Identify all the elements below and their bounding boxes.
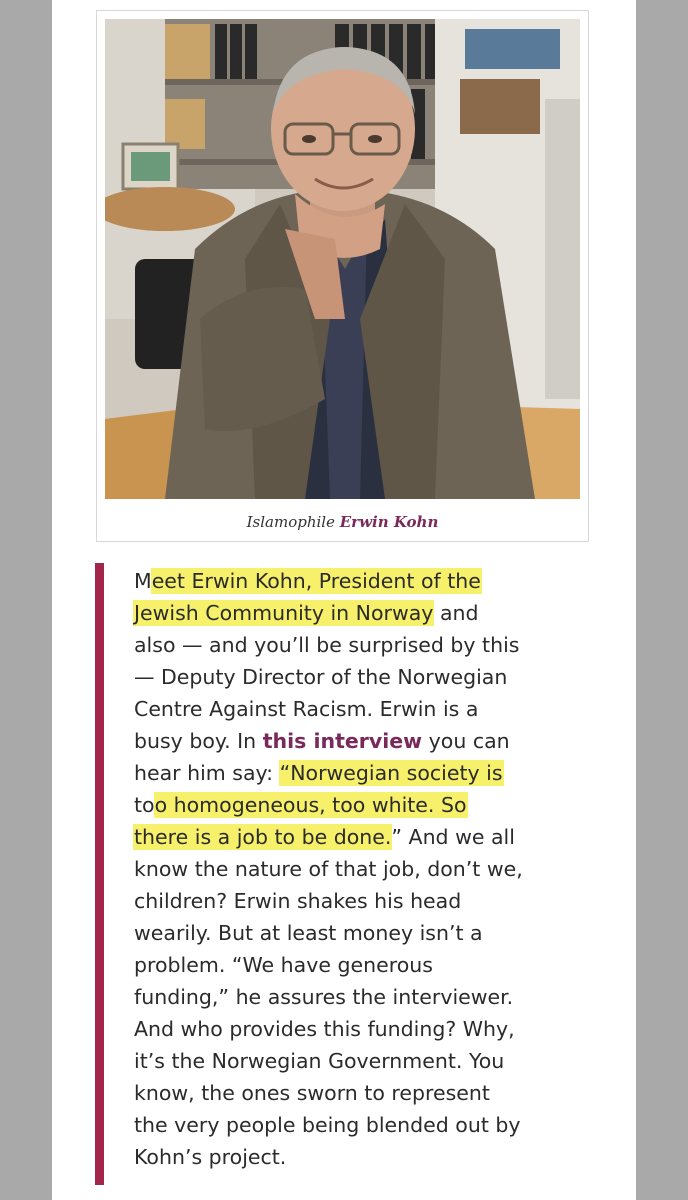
caption-prefix: Islamophile	[246, 513, 340, 531]
article-line	[134, 1077, 574, 1109]
body-text: also — and you’ll be surprised by this	[134, 633, 520, 657]
highlighted-text: Jewish Community in Norway	[134, 601, 434, 625]
body-text: problem. “We have generous	[134, 953, 433, 977]
highlighted-text: there is a job to be done.	[134, 825, 392, 849]
body-text: it’s the Norwegian Government. You	[134, 1049, 505, 1073]
highlighted-text: o homogeneous, too white. So	[154, 793, 467, 817]
body-text: the very people being blended out by	[134, 1113, 521, 1137]
body-text: — Deputy Director of the Norwegian	[134, 665, 508, 689]
body-text: M	[134, 569, 152, 593]
photo-figure	[96, 10, 589, 542]
body-text: you can	[422, 729, 510, 753]
body-text: know the nature of that job, don’t we,	[134, 857, 523, 881]
body-text: ” And we all	[391, 825, 515, 849]
body-text: And who provides this funding? Why,	[134, 1017, 515, 1041]
article-line	[134, 885, 574, 917]
article-line	[134, 821, 574, 853]
article-line	[134, 917, 574, 949]
article-line	[134, 981, 574, 1013]
article-line	[134, 661, 574, 693]
article-line	[134, 853, 574, 885]
highlighted-text: “Norwegian society is	[279, 761, 503, 785]
right-margin-bar	[636, 0, 688, 1200]
article-line	[134, 1045, 574, 1077]
portrait-illustration	[105, 19, 580, 499]
body-text: busy boy. In	[134, 729, 263, 753]
body-text: children? Erwin shakes his head	[134, 889, 462, 913]
article-line	[134, 725, 574, 757]
article-line	[134, 1013, 574, 1045]
caption-name: Erwin Kohn	[339, 513, 439, 531]
body-text: to	[134, 793, 155, 817]
article-line	[134, 693, 574, 725]
article-line	[134, 597, 574, 629]
left-margin-bar	[0, 0, 52, 1200]
body-text: hear him say:	[134, 761, 280, 785]
article-line	[134, 565, 574, 597]
article-line	[134, 789, 574, 821]
portrait-photo	[105, 19, 580, 499]
body-text: Centre Against Racism. Erwin is a	[134, 697, 479, 721]
body-text: funding,” he assures the interviewer.	[134, 985, 514, 1009]
article-line	[134, 629, 574, 661]
blockquote-bar	[95, 563, 104, 1185]
interview-link[interactable]: this interview	[262, 729, 423, 753]
highlighted-text: eet Erwin Kohn, President of the	[151, 569, 481, 593]
body-text: know, the ones sworn to represent	[134, 1081, 490, 1105]
article-content[interactable]	[52, 0, 636, 1200]
photo-caption	[97, 513, 588, 531]
body-text: Kohn’s project.	[134, 1145, 287, 1169]
article-line	[134, 757, 574, 789]
article-line	[134, 949, 574, 981]
article-line	[134, 1109, 574, 1141]
body-text: and	[433, 601, 479, 625]
body-text: wearily. But at least money isn’t a	[134, 921, 483, 945]
article-line	[134, 1141, 574, 1173]
article-blockquote	[134, 565, 574, 1173]
